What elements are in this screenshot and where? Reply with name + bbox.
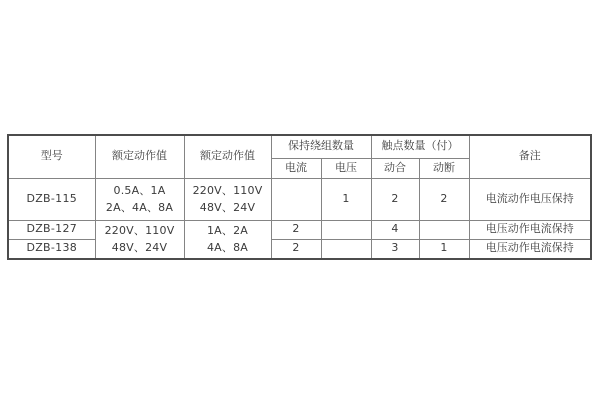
cell-normally-closed-dzb-138: 1 <box>419 239 469 259</box>
cell-remark-dzb-127: 电压动作电流保持 <box>469 220 591 239</box>
cell-remark-dzb-138: 电压动作电流保持 <box>469 239 591 259</box>
cell-normally-closed-dzb-115: 2 <box>419 178 469 220</box>
cell-rated-value-1-merged <box>95 220 184 259</box>
rated-value-line: 220V、110V <box>104 224 175 238</box>
header-normally-open: 动合 <box>371 158 419 178</box>
cell-current-dzb-115 <box>271 178 321 220</box>
cell-voltage-dzb-127 <box>321 220 371 239</box>
rated-value-line: 2A、4A、8A <box>105 201 174 214</box>
cell-rated-value-2-merged <box>184 220 271 259</box>
relay-spec-table <box>7 134 592 260</box>
cell-normally-open-dzb-115: 2 <box>371 178 419 220</box>
cell-rated-value-2-dzb-115 <box>184 178 271 220</box>
header-voltage: 电压 <box>321 158 371 178</box>
table-row-dzb-115 <box>8 178 591 220</box>
cell-voltage-dzb-115: 1 <box>321 178 371 220</box>
rated-value-line: 48V、24V <box>111 241 168 255</box>
cell-model-dzb-127: DZB-127 <box>8 220 95 239</box>
cell-normally-open-dzb-127: 4 <box>371 220 419 239</box>
header-contact-count-group: 触点数量（付） <box>371 135 469 158</box>
header-rated-action-value-2: 额定动作值 <box>184 135 271 178</box>
cell-model-dzb-138: DZB-138 <box>8 239 95 259</box>
cell-voltage-dzb-138 <box>321 239 371 259</box>
cell-rated-value-1-dzb-115 <box>95 178 184 220</box>
rated-value-line: 1A、2A <box>206 224 249 238</box>
header-current: 电流 <box>271 158 321 178</box>
header-holding-winding-count-group: 保持绕组数量 <box>271 135 371 158</box>
header-remarks: 备注 <box>469 135 591 178</box>
header-model: 型号 <box>8 135 95 178</box>
cell-model-dzb-115: DZB-115 <box>8 178 95 220</box>
header-normally-closed: 动断 <box>419 158 469 178</box>
rated-value-line: 48V、24V <box>199 201 256 214</box>
cell-normally-open-dzb-138: 3 <box>371 239 419 259</box>
table-row-dzb-127 <box>8 220 591 239</box>
cell-normally-closed-dzb-127 <box>419 220 469 239</box>
cell-current-dzb-138: 2 <box>271 239 321 259</box>
cell-current-dzb-127: 2 <box>271 220 321 239</box>
rated-value-line: 0.5A、1A <box>113 184 166 197</box>
cell-remark-dzb-115: 电流动作电压保持 <box>469 178 591 220</box>
rated-value-line: 220V、110V <box>192 184 263 197</box>
rated-value-line: 4A、8A <box>206 241 249 255</box>
header-rated-action-value-1: 额定动作值 <box>95 135 184 178</box>
